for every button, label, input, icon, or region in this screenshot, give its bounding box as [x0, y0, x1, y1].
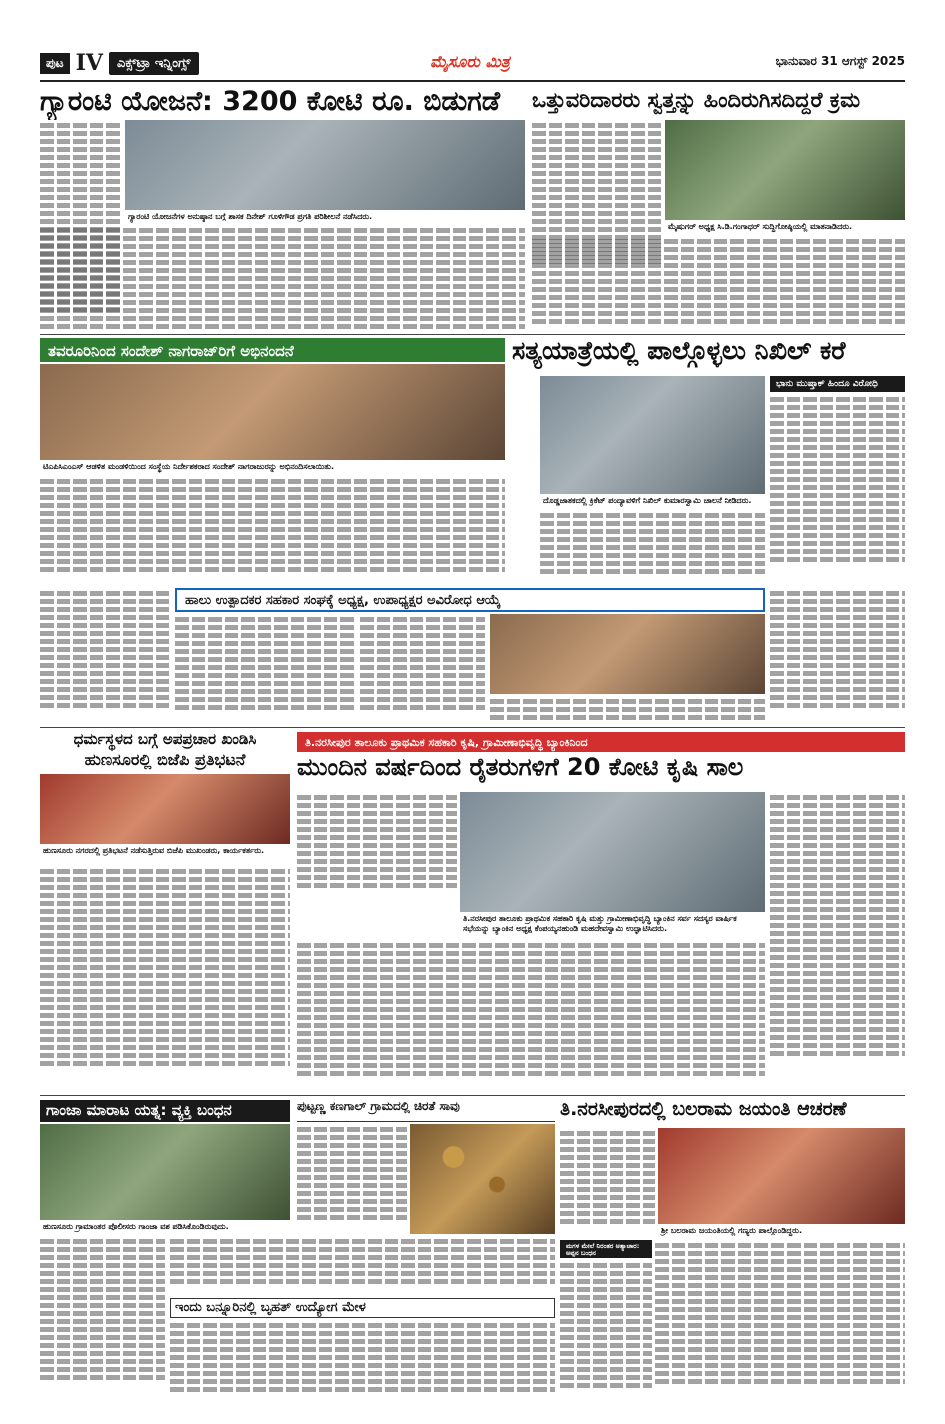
protest-caption: ಹುಣಸೂರು ನಗರದಲ್ಲಿ ಪ್ರತಿಭಟನೆ ನಡೆಸುತ್ತಿರುವ ಬಿಜೆಪಿ ಮುಖಂಡರು, ಕಾರ್ಯಕರ್ತರು.: [43, 846, 265, 855]
leopard-headline: ಪುಟ್ಟಣ್ಣ ಕಣಗಾಲ್ ಗ್ರಾಮದಲ್ಲಿ ಚಿರತೆ ಸಾವು: [297, 1100, 555, 1122]
page-number: IV: [75, 50, 103, 76]
jayanti-photo: [658, 1128, 905, 1224]
ganja-body-col1: [40, 1236, 165, 1396]
guarantee-caption: ಗ್ಯಾರಂಟಿ ಯೋಜನೆಗಳ ಅನುಷ್ಠಾನ ಬಗ್ಗೆ ಶಾಸಕ ದಿನೇಶ್ ಗೂಳಿಗೌಡ ಪ್ರಗತಿ ಪರಿಶೀಲನೆ ನಡೆಸಿದರು.: [128, 212, 373, 221]
arrest-headline: ಮಗಳ ಮೇಲೆ ನಿರಂತರ ಅತ್ಯಾಚಾರ: ಅಪ್ಪನ ಬಂಧನ: [560, 1240, 652, 1258]
leopard-body: [170, 1236, 555, 1292]
masthead-rule: [40, 80, 905, 82]
ganja-headline: ಗಾಂಜಾ ಮಾರಾಟ ಯತ್ನ: ವ್ಯಕ್ತಿ ಬಂಧನ: [40, 1100, 290, 1122]
issue-date: ಭಾನುವಾರ 31 ಆಗಸ್ಟ್ 2025: [775, 54, 905, 68]
encroachment-photo: [665, 120, 905, 220]
krishi-photo: [460, 792, 765, 912]
page-label: ಪುಟ: [40, 53, 70, 74]
felicitation-caption: ಟಿಎಪಿಸಿಎಂಎಸ್ ಆಡಳಿತ ಮಂಡಳಿಯಿಂದ ಸಂಸ್ಥೆಯ ನಿರ್ದೇಶಕರಾದ ಸಂದೇಶ್ ನಾಗರಾಜುರನ್ನು ಅಭಿನಂದಿಸಲಾಯಿತು.: [43, 462, 335, 471]
section-name: ಎಕ್ಸ್‌ಟ್ರಾ ಇನ್ನಿಂಗ್ಸ್: [109, 52, 199, 75]
krishi-headline: ಮುಂದಿನ ವರ್ಷದಿಂದ ರೈತರುಗಳಿಗೆ 20 ಕೋಟಿ ಕೃಷಿ ಸಾಲ: [297, 755, 744, 781]
divider: [40, 727, 905, 728]
krishi-body-col1: [297, 792, 457, 900]
spacer: [512, 374, 537, 375]
satyayatre-photo: [540, 376, 765, 494]
felicitation-body: [40, 476, 505, 584]
felicitation-photo: [40, 364, 505, 460]
krishi-kicker: ತಿ.ನರಸೀಪುರ ತಾಲೂಕು ಪ್ರಾಥಮಿಕ ಸಹಕಾರಿ ಕೃಷಿ, ಗ್ರಾಮೀಣಾಭಿವೃದ್ಧಿ ಬ್ಯಾಂಕಿನಿಂದ: [297, 732, 905, 752]
brand-logo: ಮೈಸೂರು ಮಿತ್ರ: [430, 52, 510, 71]
encroachment-caption: ಮೈಷುಗರ್ ಅಧ್ಯಕ್ಷ ಸಿ.ಡಿ.ಗಂಗಾಧರ್ ಸುದ್ದಿಗೋಷ್ಠಿಯಲ್ಲಿ ಮಾತನಾಡಿದರು.: [668, 222, 853, 231]
milk-body-col1: [175, 614, 355, 724]
satyayatre-sidebar-body: [770, 394, 905, 584]
satyayatre-caption: ದೊಡ್ಡಜಾತಕದಲ್ಲಿ ಕ್ರಿಕೆಟ್ ಪಂದ್ಯಾವಳಿಗೆ ನಿಖಿಲ್ ಕುಮಾರಸ್ವಾಮಿ ಚಾಲನೆ ನೀಡಿದರು.: [543, 496, 752, 505]
leopard-photo: [410, 1124, 555, 1234]
milk-caption-area: [490, 696, 765, 724]
felicitation-headline: ತವರೂರಿನಿಂದ ಸಂದೇಶ್ ನಾಗರಾಜ್‌ರಿಗೆ ಅಭಿನಂದನೆ: [40, 338, 505, 362]
protest-headline-1: ಧರ್ಮಸ್ಥಳದ ಬಗ್ಗೆ ಅಪಪ್ರಚಾರ ಖಂಡಿಸಿ: [73, 732, 257, 748]
protest-headline-2: ಹುಣಸೂರಲ್ಲಿ ಬಿಜೆಪಿ ಪ್ರತಿಭಟನೆ: [84, 752, 246, 769]
satyayatre-body: [540, 510, 765, 584]
felicitation-body-continued: [40, 588, 170, 724]
jayanti-body-col1: [560, 1128, 655, 1236]
guarantee-photo: [125, 120, 525, 210]
divider: [40, 334, 905, 335]
protest-body: [40, 866, 290, 1091]
jayanti-body: [655, 1240, 905, 1398]
encroachment-headline: ಒತ್ತುವರಿದಾರರು ಸ್ವತ್ತನ್ನು ಹಿಂದಿರುಗಿಸದಿದ್ದರೆ ಕ್ರಮ: [532, 90, 861, 112]
krishi-caption: ತಿ.ನರಸೀಪುರ ತಾಲೂಕು ಪ್ರಾಥಮಿಕ ಸಹಕಾರಿ ಕೃಷಿ ಮತ್ತು ಗ್ರಾಮೀಣಾಭಿವೃದ್ಧಿ ಬ್ಯಾಂಕಿನ ಸರ್ವ ಸದಸ್ಯರ ವಾರ್ಷಿಕ ಸಭೆಯನ್ನು ಬ್ಯಾಂಕಿನ ಅಧ್ಯಕ್ಷ ಕೆಂಪಯ್ಯನಹುಂಡಿ ಮಹದೇವಸ್ವಾಮಿ ಉದ್ಘಾಟಿಸಿದರು.: [463, 914, 737, 933]
masthead-left: [40, 50, 270, 76]
satyayatre-body-col0: [512, 376, 535, 584]
krishi-body-col-right: [770, 792, 905, 1092]
jayanti-caption: ಶ್ರೀ ಬಲರಾಮ ಜಯಂತಿಯಲ್ಲಿ ಗಣ್ಯರು ಪಾಲ್ಗೊಂಡಿದ್ದರು.: [661, 1226, 802, 1235]
ganja-photo: [40, 1124, 290, 1220]
divider: [40, 1095, 905, 1096]
job-fair-body: [170, 1320, 555, 1398]
milk-photo: [490, 614, 765, 694]
leopard-body-col1: [297, 1124, 407, 1234]
protest-photo: [40, 774, 290, 844]
jayanti-headline: ತಿ.ನರಸೀಪುರದಲ್ಲಿ ಬಲರಾಮ ಜಯಂತಿ ಆಚರಣೆ: [560, 1100, 847, 1120]
satyayatre-sidebar-title: ಭಾನು ಮುಷ್ತಾಕ್ ಹಿಂದೂ ವಿರೋಧಿ: [770, 376, 905, 392]
krishi-body: [297, 940, 765, 1092]
satyayatre-sidebar-continued: [770, 588, 905, 724]
guarantee-headline: ಗ್ಯಾರಂಟಿ ಯೋಜನೆ: 3200 ಕೋಟಿ ರೂ. ಬಿಡುಗಡೆ: [40, 88, 501, 117]
milk-headline: ಹಾಲು ಉತ್ಪಾದಕರ ಸಹಕಾರ ಸಂಘಕ್ಕೆ ಅಧ್ಯಕ್ಷ, ಉಪಾಧ್ಯಕ್ಷರ ಅವಿರೋಧ ಆಯ್ಕೆ: [175, 588, 765, 612]
encroachment-body: [532, 236, 905, 330]
job-fair-headline: ಇಂದು ಬನ್ನೂರಿನಲ್ಲಿ ಬೃಹತ್ ಉದ್ಯೋಗ ಮೇಳ: [170, 1298, 555, 1318]
arrest-body: [560, 1260, 652, 1398]
guarantee-body: [40, 225, 525, 330]
satyayatre-headline: ಸತ್ಯಯಾತ್ರೆಯಲ್ಲಿ ಪಾಲ್ಗೊಳ್ಳಲು ನಿಖಿಲ್ ಕರೆ: [512, 338, 846, 365]
ganja-caption: ಹುಣಸೂರು ಗ್ರಾಮಾಂತರ ಪೊಲೀಸರು ಗಾಂಜಾ ವಶ ಪಡಿಸಿಕೊಂಡಿರುವುದು.: [43, 1222, 229, 1231]
milk-body-col2: [360, 614, 485, 724]
